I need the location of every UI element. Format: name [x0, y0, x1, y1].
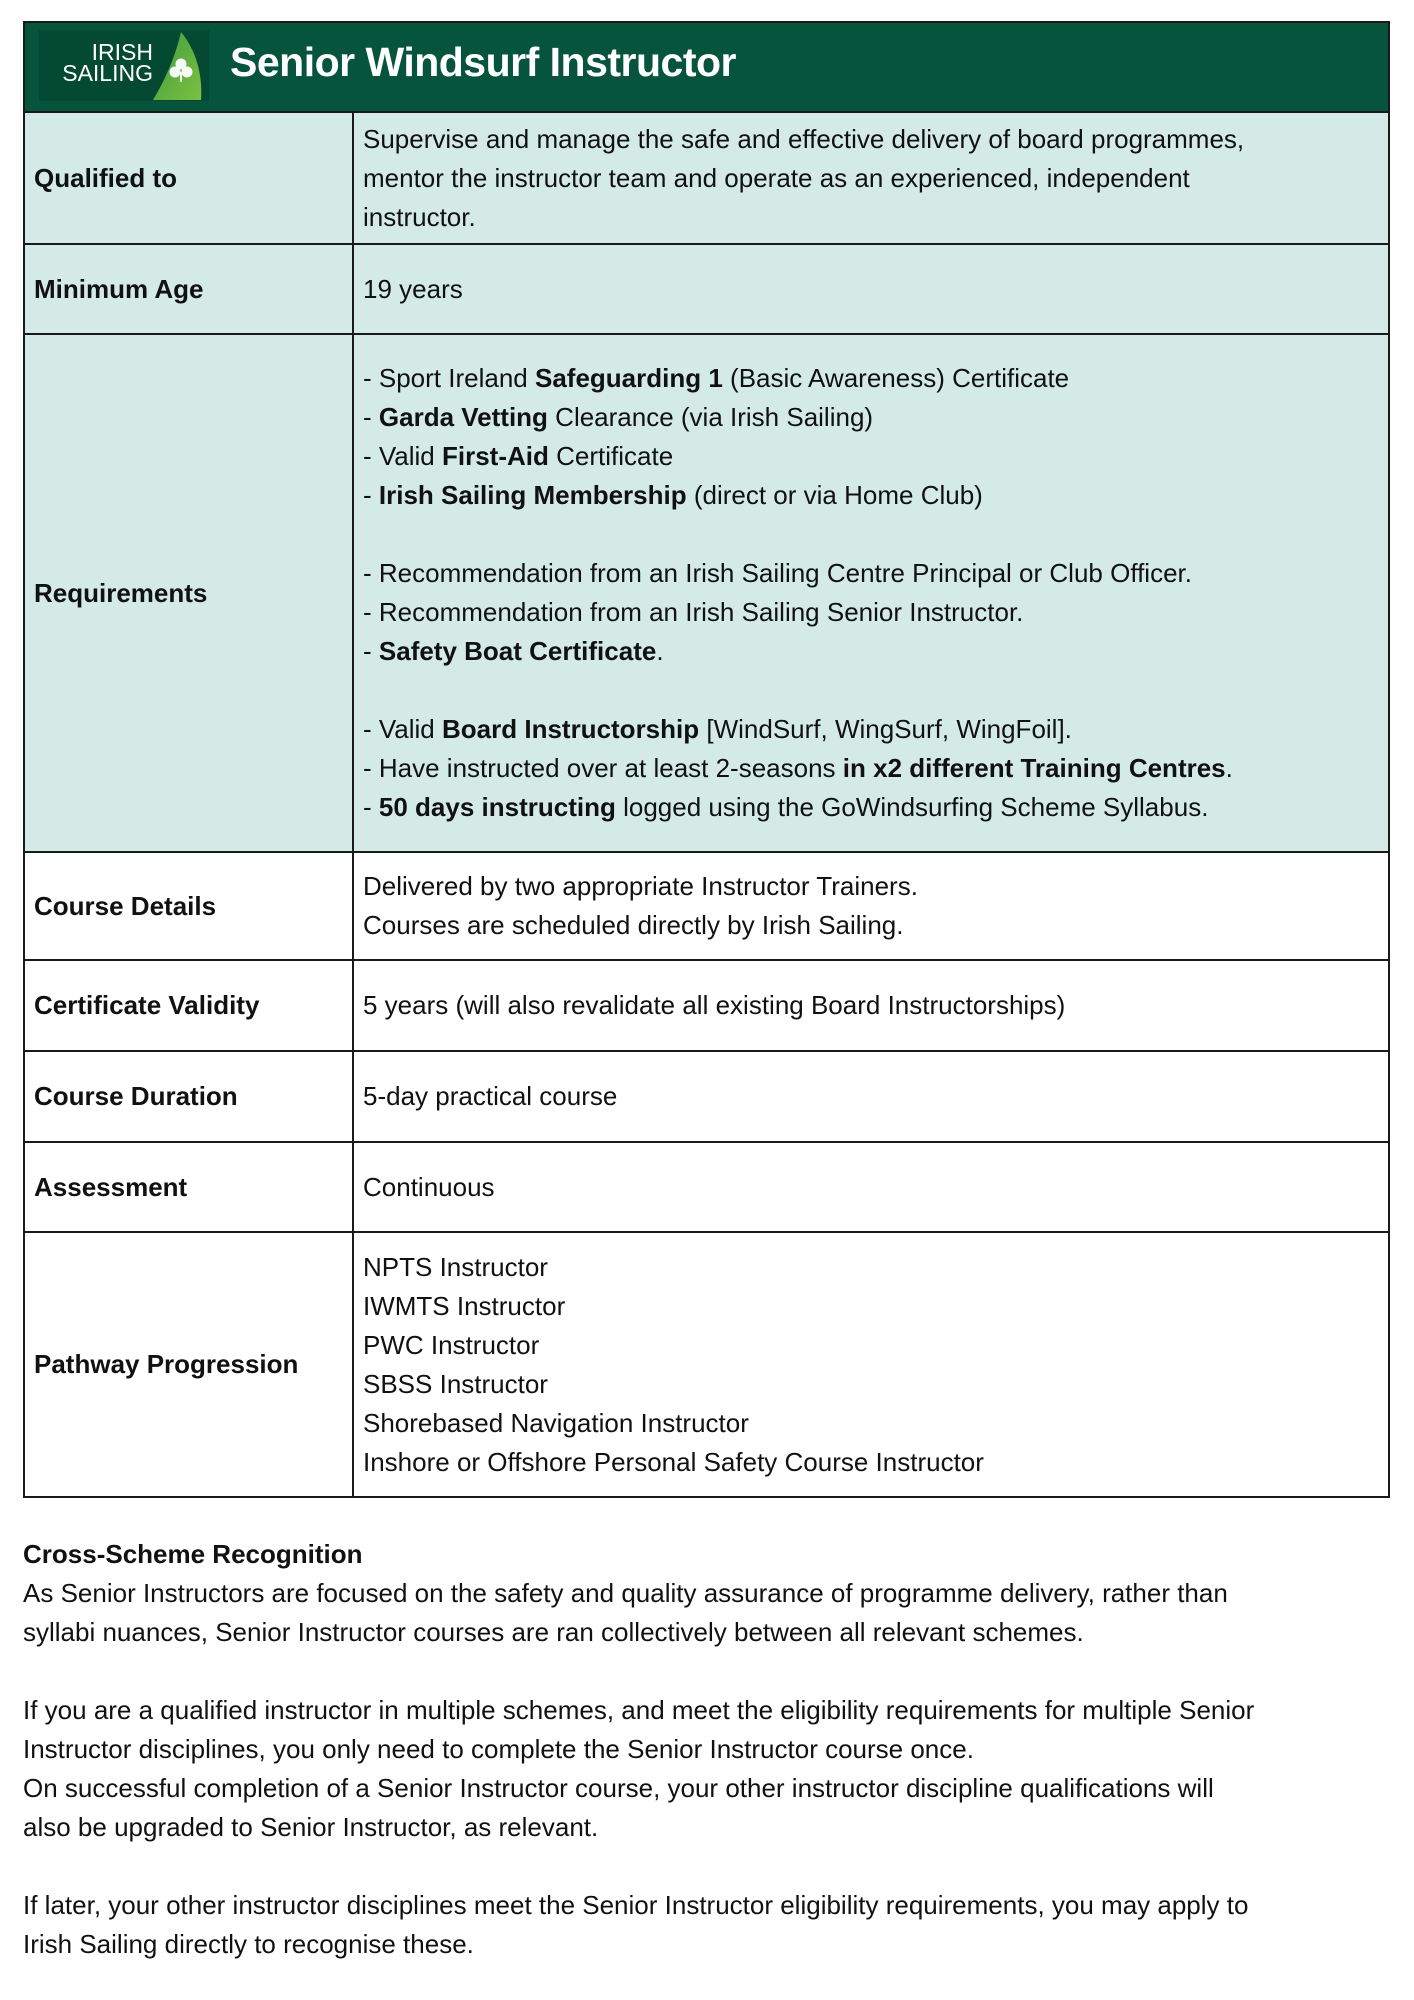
requirement-item: - Recommendation from an Irish Sailing Senior Instructor. — [363, 597, 1024, 627]
row-value — [353, 1232, 1389, 1497]
requirement-item: - Valid First-Aid Certificate — [363, 441, 674, 471]
requirement-emphasis: First-Aid — [442, 441, 549, 471]
requirements-list — [363, 359, 1378, 827]
requirement-emphasis: Safeguarding 1 — [534, 363, 723, 393]
row-value: Continuous — [353, 1142, 1389, 1232]
table-row-course-duration — [24, 1051, 1389, 1142]
row-value — [353, 334, 1389, 852]
value-line: Supervise and manage the safe and effective delivery of board programmes, — [363, 123, 1245, 154]
row-label: Assessment — [24, 1142, 353, 1232]
requirement-item: - Garda Vetting Clearance (via Irish Sailing) — [363, 402, 874, 432]
row-value — [353, 852, 1389, 960]
requirement-item: - Have instructed over at least 2-seasons in x2 different Training Centres. — [363, 753, 1233, 783]
paragraph — [23, 1691, 1393, 1847]
table-row-minimum-age — [24, 244, 1389, 334]
qualification-table — [23, 111, 1390, 1498]
requirement-emphasis: Safety Boat Certificate — [378, 636, 657, 666]
table-row-assessment — [24, 1142, 1389, 1232]
row-value: 5 years (will also revalidate all existing Board Instructorships) — [353, 960, 1389, 1051]
paragraph-line: syllabi nuances, Senior Instructor courses are ran collectively between all relevant schemes. — [23, 1617, 1084, 1647]
requirement-item: - Irish Sailing Membership (direct or via Home Club) — [363, 480, 983, 510]
requirement-emphasis: 50 days instructing — [378, 792, 616, 822]
row-label: Course Duration — [24, 1051, 353, 1142]
irish-sailing-logo — [39, 30, 209, 101]
row-label: Requirements — [24, 334, 353, 852]
requirement-item: - Valid Board Instructorship [WindSurf, WingSurf, WingFoil]. — [363, 714, 1072, 744]
paragraph-line: If you are a qualified instructor in multiple schemes, and meet the eligibility requirements for multiple Senior — [23, 1695, 1255, 1725]
table-row-course-details — [24, 852, 1389, 960]
paragraph-line: As Senior Instructors are focused on the safety and quality assurance of programme delivery, rather than — [23, 1578, 1228, 1608]
header-bar — [23, 21, 1390, 111]
requirement-emphasis: Irish Sailing Membership — [378, 480, 687, 510]
requirement-emphasis: in x2 different Training Centres — [842, 753, 1226, 783]
group-spacer — [363, 515, 1378, 554]
row-label: Course Details — [24, 852, 353, 960]
pathway-item: Shorebased Navigation Instructor — [363, 1407, 749, 1438]
row-label: Qualified to — [24, 112, 353, 244]
table-row-certificate-validity — [24, 960, 1389, 1051]
paragraph — [23, 1886, 1393, 1964]
row-label: Minimum Age — [24, 244, 353, 334]
requirement-emphasis: Garda Vetting — [378, 402, 548, 432]
paragraph — [23, 1574, 1393, 1652]
requirement-item: - Recommendation from an Irish Sailing Centre Principal or Club Officer. — [363, 558, 1192, 588]
row-label: Pathway Progression — [24, 1232, 353, 1497]
row-value: 19 years — [353, 244, 1389, 334]
requirement-emphasis: Board Instructorship — [442, 714, 700, 744]
shamrock-sail-icon — [151, 30, 209, 101]
logo-line-1: IRISH — [91, 39, 153, 65]
logo-text — [39, 39, 153, 86]
pathway-item: NPTS Instructor — [363, 1251, 548, 1282]
table-row-pathway-progression — [24, 1232, 1389, 1497]
row-value — [353, 112, 1389, 244]
paragraph-line: On successful completion of a Senior Instructor course, your other instructor discipline qualifications will — [23, 1773, 1214, 1803]
cross-scheme-section — [23, 1535, 1393, 1964]
value-line: Courses are scheduled directly by Irish Sailing. — [363, 910, 904, 940]
paragraph-line: Irish Sailing directly to recognise these. — [23, 1929, 474, 1959]
paragraph-line: also be upgraded to Senior Instructor, as relevant. — [23, 1812, 599, 1842]
pathway-item: PWC Instructor — [363, 1329, 540, 1360]
value-line: Delivered by two appropriate Instructor Trainers. — [363, 871, 918, 901]
value-line: instructor. — [363, 201, 476, 232]
paragraph-line: If later, your other instructor disciplines meet the Senior Instructor eligibility requirements, you may apply to — [23, 1890, 1249, 1920]
value-line: mentor the instructor team and operate as an experienced, independent — [363, 162, 1190, 193]
pathway-item: IWMTS Instructor — [363, 1290, 566, 1321]
pathway-item: SBSS Instructor — [363, 1368, 548, 1399]
group-spacer — [363, 671, 1378, 710]
pathway-item: Inshore or Offshore Personal Safety Course Instructor — [363, 1446, 984, 1477]
section-heading: Cross-Scheme Recognition — [23, 1539, 363, 1569]
requirement-item: - 50 days instructing logged using the GoWindsurfing Scheme Syllabus. — [363, 792, 1209, 822]
paragraph-line: Instructor disciplines, you only need to complete the Senior Instructor course once. — [23, 1734, 974, 1764]
qualification-sheet — [23, 21, 1390, 1498]
requirement-item: - Sport Ireland Safeguarding 1 (Basic Awareness) Certificate — [363, 363, 1070, 393]
logo-line-2: SAILING — [62, 60, 153, 86]
table-row-requirements — [24, 334, 1389, 852]
row-value: 5-day practical course — [353, 1051, 1389, 1142]
row-label: Certificate Validity — [24, 960, 353, 1051]
table-row-qualified-to — [24, 112, 1389, 244]
requirement-item: - Safety Boat Certificate. — [363, 636, 664, 666]
page-title: Senior Windsurf Instructor — [230, 39, 736, 85]
